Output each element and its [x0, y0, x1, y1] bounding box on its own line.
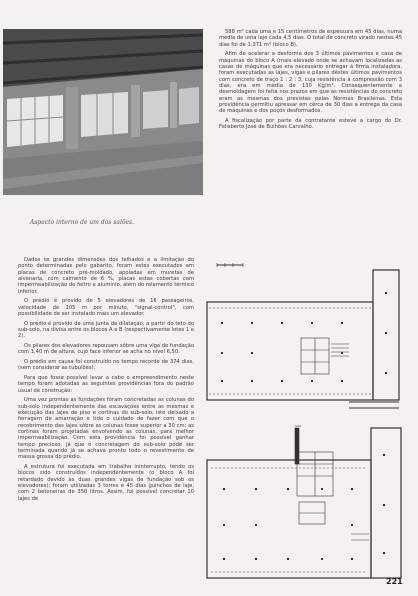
paragraph: Afim de acelerar a desforma dos 3 últimos pavimentos e casa de máquinas do bloco A (mais elevado onde se achavam localizadas as casas de máquinas que era necessário entregar à firma instaladora, foram executadas as lajes, vigas e pilares dêstes últimos pavimentos com concreto de traço 1 : 2 : 3, cuja resistência à compressão com 3 dias, era em média de 130 Kg/m². Consequentemente a desmoldagem foi feita nos prazos em que as resistências do concreto eram as mesmas dos previstas pelas Normas Brasileiras. Esta providência permitiu apressar em cêrca de 30 dias a entrega da casa de máquinas e dos poços desformados.: [219, 51, 402, 115]
page-number: 221: [386, 577, 403, 586]
floor-plan-lower: [203, 424, 408, 584]
paragraph: Para que fosse possível levar a cabo o empreendimento neste tempo foram adotadas as seguintes providências fora do padrão usual de construção:: [18, 374, 194, 394]
interior-hall-photo: [3, 29, 203, 195]
photo-caption: Aspecto interno de um dos salões.: [30, 219, 135, 226]
paragraph: O prédio é provido de 5 elevadores de 16 passageiros, velocidade de 105 m por minuto, "signal-control", com possibilidade de ser instalado mais um elevador.: [18, 298, 194, 318]
paragraph: A estrutura foi executada em trabalho ininterrupto, tendo os blocos sido construídos independentemente (o bloco A foi retardado devido às duas grandes vigas de fundação sob os elevadores); foram utilizadas 3 torres e 45 dias guinchos de laje, com 2 betoneiras de 350 litros. Assim, foi possível concretar 10 lajes de: [18, 464, 194, 502]
paragraph: 588 m³ cada uma e 15 centímetros de espessura em 45 dias, numa média de uma laje cada 4,5 dias. O total de concreto virado nestes 45 dias foi de 1.371 m³ (bloco B).: [219, 29, 402, 48]
paragraph: Uma vez prontas as fundações foram concretadas as colunas do sub-solo independentemente das escavações entre as mesmas e execução das lajes de piso e cortinas do sub-solo, isto deixado a ferragem de amarração e tido o cuidado de fazer com que o recobrimento das lajes sôbre as colunas fosse superior a 30 cm; as cortinas foram projetadas envolvendo as colunas, para melhor impermeabilização. Com esta providência foi possível ganhar tempo precioso, já que o concretagem do sub-solo pôde ser terminada quando já se achava pronto todo o revestimento de massa grossa do prédio.: [18, 397, 194, 461]
floor-plan-upper: [203, 262, 408, 417]
paragraph: A fiscalização por parte da contratante esteve a cargo do Dr. Felisberto José de Bulhões Carvalho.: [219, 118, 402, 131]
paragraph: Os pilares dos elevadores repousam sôbre uma viga de fundação com 1,40 m de altura, cujo face inferior se acha no nível 6,50.: [18, 343, 194, 356]
left-text-column: [18, 257, 194, 505]
paragraph: O prédio em causa foi construído no tempo recorde de 374 dias, (sem considerar as tubulões).: [18, 359, 194, 372]
right-text-column: [219, 29, 402, 134]
paragraph: Dados os grandes dimensões dos telhados e a limitação do ponto determinadas pelo gabarito, foram estes executados em placas de concreto pré-moldado, apoiadas em muretas de alvenaria, com caimento de 6 %, placas estas cobertas com impermeabilização de feltro e alumínio, além do rolamento térmico inferior.: [18, 257, 194, 295]
paragraph: O prédio é provido de uma junta de dilatação, a partir do teto do sub-solo, na divisa entre os blocos A e B (respectivamente lotes 1 e 2).: [18, 320, 195, 340]
